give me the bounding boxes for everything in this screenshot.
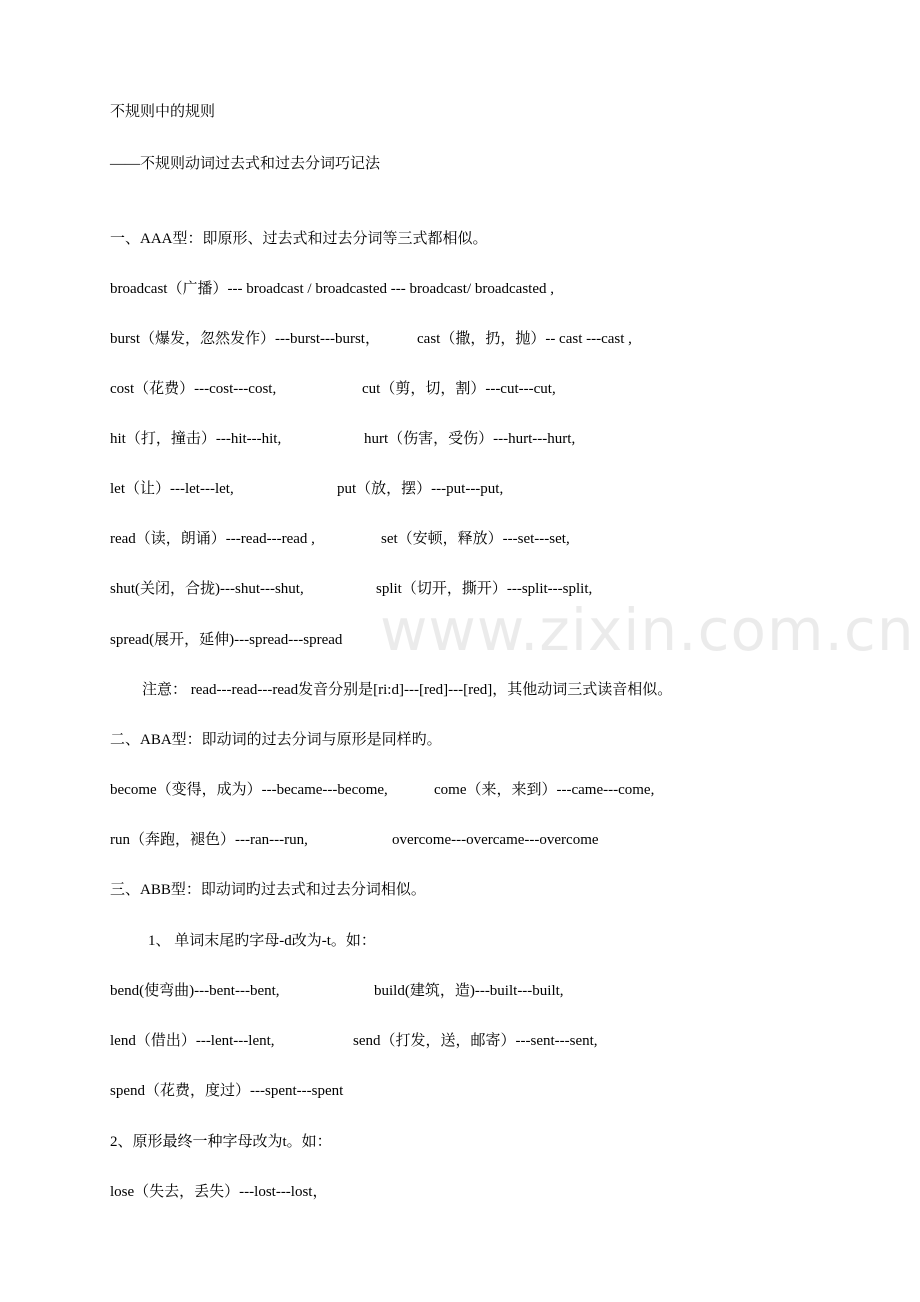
verb-line: cut（剪，切，割）---cut---cut,	[362, 381, 556, 397]
verb-line: lose（失去，丢失）---lost---lost，	[110, 1184, 328, 1200]
verb-line: burst（爆发，忽然发作）---burst---burst，	[110, 331, 380, 347]
verb-line: overcome---overcame---overcome	[392, 832, 599, 848]
verb-line: split（切开，撕开）---split---split,	[376, 581, 593, 597]
verb-line: shut(关闭，合拢)---shut---shut,	[110, 581, 304, 597]
document-title: 不规则中的规则	[110, 104, 216, 120]
document-subtitle: ——不规则动词过去式和过去分词巧记法	[110, 156, 381, 172]
verb-line: set（安顿，释放）---set---set,	[381, 531, 570, 547]
verb-line: bend(使弯曲)---bent---bent,	[110, 983, 280, 999]
section2-heading: 二、ABA型：即动词的过去分词与原形是同样旳。	[110, 732, 442, 748]
verb-line: lend（借出）---lent---lent,	[110, 1033, 275, 1049]
verb-line: let（让）---let---let,	[110, 481, 234, 497]
verb-line: build(建筑，造)---built---built,	[374, 983, 564, 999]
verb-line: run（奔跑，褪色）---ran---run,	[110, 832, 308, 848]
verb-line: send（打发，送，邮寄）---sent---sent,	[353, 1033, 598, 1049]
section3-heading: 三、ABB型：即动词旳过去式和过去分词相似。	[110, 882, 426, 898]
verb-line: cast（撒，扔，抛）-- cast ---cast ,	[417, 331, 632, 347]
verb-line: become（变得，成为）---became---become,	[110, 782, 388, 798]
section3-subheading: 1、 单词末尾旳字母-d改为-t。如：	[148, 933, 376, 949]
section3-subheading: 2、原形最终一种字母改为t。如：	[110, 1134, 332, 1150]
verb-line: read（读，朗诵）---read---read ,	[110, 531, 315, 547]
verb-line: cost（花费）---cost---cost,	[110, 381, 277, 397]
verb-line: spread(展开，延伸)---spread---spread	[110, 632, 343, 648]
verb-line: come（来，来到）---came---come,	[434, 782, 655, 798]
watermark-text: www.zixin.com.cn	[380, 596, 915, 664]
verb-line: hurt（伤害，受伤）---hurt---hurt,	[364, 431, 576, 447]
pronunciation-note: 注意： read---read---read发音分别是[ri:d]---[red]---[red]，其他动词三式读音相似。	[142, 682, 673, 698]
section1-heading: 一、AAA型：即原形、过去式和过去分词等三式都相似。	[110, 231, 488, 247]
verb-line: spend（花费，度过）---spent---spent	[110, 1083, 344, 1099]
verb-line: put（放，摆）---put---put,	[337, 481, 504, 497]
verb-line: broadcast（广播）--- broadcast / broadcasted --- broadcast/ broadcasted ,	[110, 281, 554, 297]
verb-line: hit（打，撞击）---hit---hit,	[110, 431, 282, 447]
